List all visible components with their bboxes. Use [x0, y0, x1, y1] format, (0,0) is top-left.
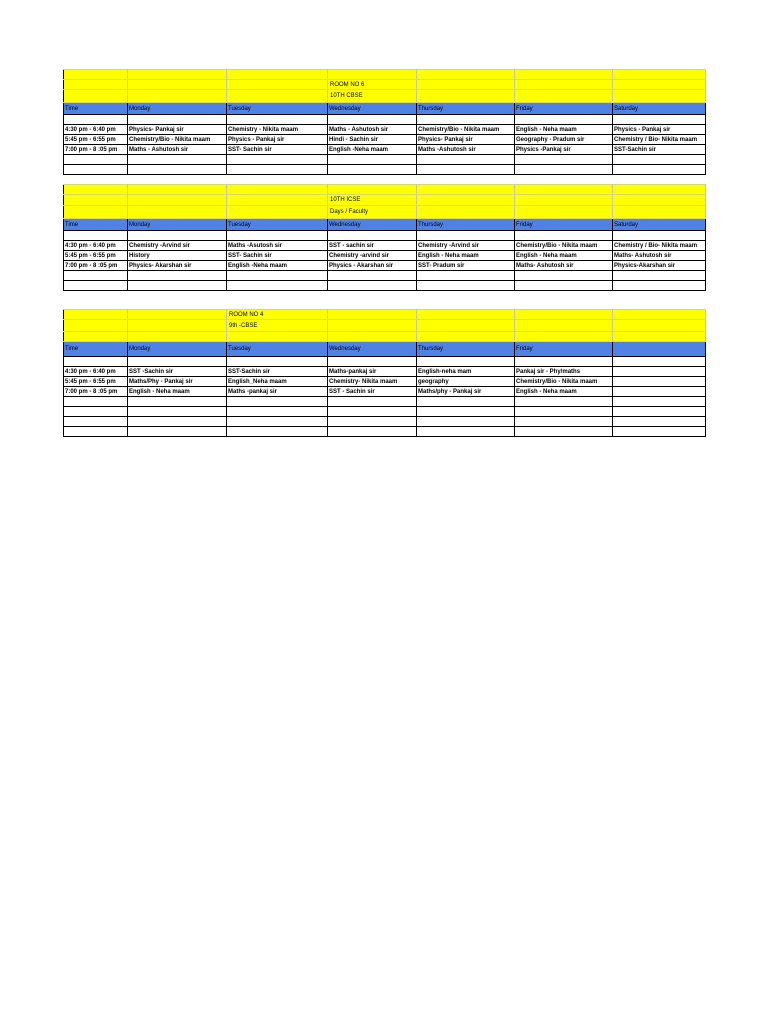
cell-tuesday: English_Neha maam — [227, 377, 328, 387]
header-row — [64, 342, 706, 357]
header-row — [64, 103, 706, 115]
cell-tuesday: Maths -pankaj sir — [227, 387, 328, 397]
header-saturday: Saturday — [613, 219, 706, 231]
blank-row — [64, 427, 706, 437]
yellow-band-row — [64, 185, 706, 195]
blank-row — [64, 397, 706, 407]
time-cell: 5:45 pm - 6:55 pm — [64, 135, 128, 145]
class-title: 9th -CBSE — [227, 320, 328, 332]
days-faculty-label: Days / Faculty — [328, 206, 417, 219]
cell-friday: Maths- Ashutosh sir — [515, 261, 613, 271]
timetable-sheet — [63, 69, 705, 437]
cell-tuesday: Chemistry - Nikita maam — [227, 125, 328, 135]
cell-tuesday: SST-Sachin sir — [227, 367, 328, 377]
schedule-row — [64, 241, 706, 251]
spacer — [63, 291, 705, 309]
header-tuesday: Tuesday — [227, 219, 328, 231]
header-time: Time — [64, 342, 128, 357]
room-row — [64, 310, 706, 320]
header-saturday: Saturday — [613, 103, 706, 115]
timetable-9th-cbse — [63, 309, 706, 437]
cell-monday: English - Neha maam — [128, 387, 227, 397]
cell-tuesday: English -Neha maam — [227, 261, 328, 271]
cell-thursday: English - Neha maam — [417, 251, 515, 261]
cell-wednesday: SST - sachin sir — [328, 241, 417, 251]
blank-row — [64, 271, 706, 281]
cell-saturday: Physics-Akarshan sir — [613, 261, 706, 271]
time-cell: 4:30 pm - 6:40 pm — [64, 241, 128, 251]
cell-friday: Pankaj sir - Phy/maths — [515, 367, 613, 377]
cell-thursday: Maths/phy - Pankaj sir — [417, 387, 515, 397]
cell-thursday: SST- Pradum sir — [417, 261, 515, 271]
cell-wednesday: English -Neha maam — [328, 145, 417, 155]
cell-friday: English - Neha maam — [515, 251, 613, 261]
cell-tuesday: SST- Sachin sir — [227, 145, 328, 155]
blank-row — [64, 357, 706, 367]
header-friday: Friday — [515, 219, 613, 231]
blank-row — [64, 231, 706, 241]
cell-wednesday: Maths-pankaj sir — [328, 367, 417, 377]
cell-tuesday: Physics - Pankaj sir — [227, 135, 328, 145]
cell-wednesday: SST - Sachin sir — [328, 387, 417, 397]
time-cell: 7:00 pm - 8 :05 pm — [64, 145, 128, 155]
blank-row — [64, 115, 706, 125]
blank-row — [64, 281, 706, 291]
cell-saturday: Maths- Ashutosh sir — [613, 251, 706, 261]
schedule-row — [64, 135, 706, 145]
header-thursday: Thursday — [417, 342, 515, 357]
cell-saturday: SST-Sachin sir — [613, 145, 706, 155]
subtitle-row — [64, 206, 706, 219]
header-wednesday: Wednesday — [328, 103, 417, 115]
cell-thursday: Chemistry/Bio - Nikita maam — [417, 125, 515, 135]
class-title-row — [64, 320, 706, 332]
timetable-10th-cbse — [63, 69, 706, 175]
schedule-row — [64, 251, 706, 261]
header-tuesday: Tuesday — [227, 103, 328, 115]
cell-saturday: Chemistry / Bio- Nikita maam — [613, 241, 706, 251]
room-label: ROOM NO 6 — [328, 80, 417, 90]
schedule-row — [64, 377, 706, 387]
class-title-row — [64, 90, 706, 103]
cell-monday: Maths/Phy - Pankaj sir — [128, 377, 227, 387]
header-thursday: Thursday — [417, 103, 515, 115]
cell-empty — [613, 377, 706, 387]
header-wednesday: Wednesday — [328, 219, 417, 231]
cell-thursday: geography — [417, 377, 515, 387]
header-monday: Monday — [128, 219, 227, 231]
cell-monday: Chemistry/Bio - Nikita maam — [128, 135, 227, 145]
cell-thursday: Physics- Pankaj sir — [417, 135, 515, 145]
time-cell: 7:00 pm - 8 :05 pm — [64, 261, 128, 271]
schedule-row — [64, 261, 706, 271]
cell-monday: Physics- Akarshan sir — [128, 261, 227, 271]
blank-row — [64, 417, 706, 427]
cell-friday: Physics -Pankaj sir — [515, 145, 613, 155]
schedule-row — [64, 145, 706, 155]
header-monday: Monday — [128, 103, 227, 115]
header-time: Time — [64, 103, 128, 115]
header-friday: Friday — [515, 103, 613, 115]
cell-thursday: Maths -Ashutosh sir — [417, 145, 515, 155]
yellow-band-row — [64, 332, 706, 342]
time-cell: 5:45 pm - 6:55 pm — [64, 377, 128, 387]
cell-monday: SST -Sachin sir — [128, 367, 227, 377]
cell-monday: Chemistry -Arvind sir — [128, 241, 227, 251]
cell-friday: English - Neha maam — [515, 387, 613, 397]
cell-friday: Chemistry/Bio - Nikita maam — [515, 377, 613, 387]
header-tuesday: Tuesday — [227, 342, 328, 357]
cell-wednesday: Chemistry- Nikita maam — [328, 377, 417, 387]
cell-thursday: Chemistry -Arvind sir — [417, 241, 515, 251]
cell-wednesday: Chemistry -arvind sir — [328, 251, 417, 261]
cell-thursday: English-neha mam — [417, 367, 515, 377]
cell-friday: English - Neha maam — [515, 125, 613, 135]
cell-wednesday: Hindi - Sachin sir — [328, 135, 417, 145]
header-empty — [613, 342, 706, 357]
room-label: ROOM NO 4 — [227, 310, 328, 320]
cell-saturday: Physics - Pankaj sir — [613, 125, 706, 135]
time-cell: 7:00 pm - 8 :05 pm — [64, 387, 128, 397]
cell-empty — [613, 387, 706, 397]
header-time: Time — [64, 219, 128, 231]
time-cell: 4:30 pm - 6:40 pm — [64, 125, 128, 135]
cell-wednesday: Physics - Akarshan sir — [328, 261, 417, 271]
header-thursday: Thursday — [417, 219, 515, 231]
cell-monday: Physics- Pankaj sir — [128, 125, 227, 135]
spacer — [63, 175, 705, 184]
schedule-row — [64, 367, 706, 377]
header-wednesday: Wednesday — [328, 342, 417, 357]
cell-friday: Chemistry/Bio - Nikita maam — [515, 241, 613, 251]
header-row — [64, 219, 706, 231]
class-title-row — [64, 195, 706, 206]
cell-monday: History — [128, 251, 227, 261]
blank-row — [64, 155, 706, 165]
cell-saturday: Chemistry / Bio- Nikita maam — [613, 135, 706, 145]
class-title: 10TH ICSE — [328, 195, 417, 206]
cell-wednesday: Maths - Ashutosh sir — [328, 125, 417, 135]
yellow-band-row — [64, 70, 706, 80]
schedule-row — [64, 387, 706, 397]
cell-tuesday: SST- Sachin sir — [227, 251, 328, 261]
blank-row — [64, 407, 706, 417]
blank-row — [64, 165, 706, 175]
class-title: 10TH CBSE — [328, 90, 417, 103]
header-monday: Monday — [128, 342, 227, 357]
cell-friday: Geography - Pradum sir — [515, 135, 613, 145]
timetable-10th-icse — [63, 184, 706, 291]
room-row — [64, 80, 706, 90]
time-cell: 4:30 pm - 6:40 pm — [64, 367, 128, 377]
cell-tuesday: Maths -Asutosh sir — [227, 241, 328, 251]
cell-empty — [613, 367, 706, 377]
cell-monday: Maths - Ashutosh sir — [128, 145, 227, 155]
time-cell: 5:45 pm - 6:55 pm — [64, 251, 128, 261]
header-friday: Friday — [515, 342, 613, 357]
schedule-row — [64, 125, 706, 135]
